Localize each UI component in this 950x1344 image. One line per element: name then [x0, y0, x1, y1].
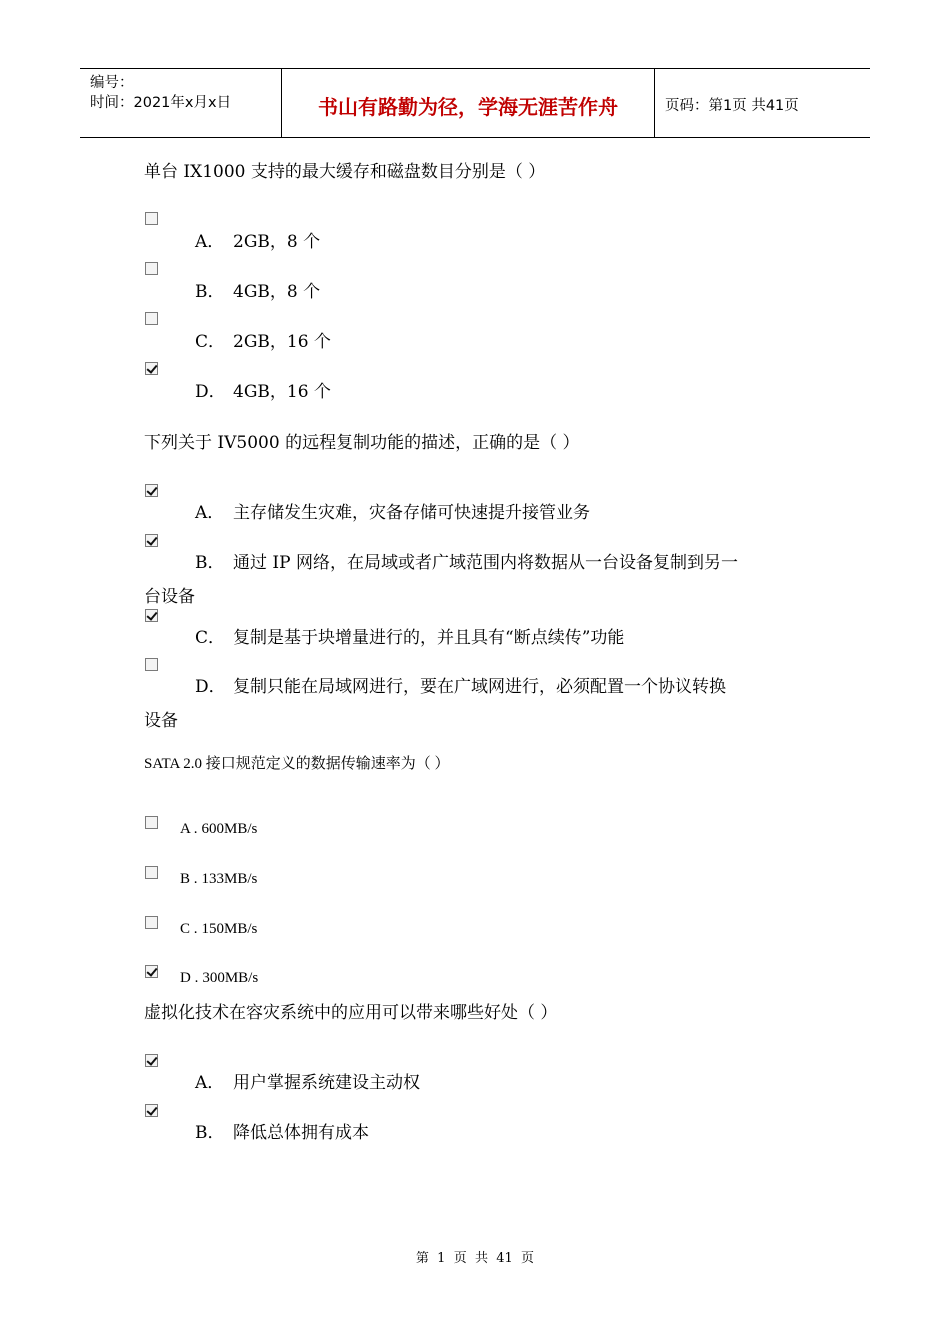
- question-1-option-b: [195, 277, 320, 302]
- question-1-option-c-checkbox[interactable]: [145, 312, 158, 325]
- option-letter: C．: [195, 332, 226, 352]
- question-2-option-b-continuation: 台设备: [144, 587, 195, 607]
- option-text: 2GB，8 个: [233, 232, 321, 252]
- question-4-text: 虚拟化技术在容灾系统中的应用可以带来哪些好处（ ）: [144, 1003, 558, 1023]
- option-letter: D .: [180, 970, 199, 986]
- option-text: 主存储发生灾难，灾备存储可快速提升接管业务: [233, 503, 590, 523]
- question-1-option-d: [195, 377, 331, 402]
- question-3-option-a: [180, 821, 257, 838]
- option-text: 2GB，16 个: [233, 332, 331, 352]
- option-letter: A．: [195, 503, 225, 523]
- doc-number-label: 编号：: [90, 75, 134, 91]
- header-motto-cell: [282, 69, 655, 137]
- page-header: [80, 68, 870, 138]
- header-motto: 书山有路勤为径，学海无涯苦作舟: [318, 95, 618, 119]
- question-2-option-b-checkbox[interactable]: [145, 534, 158, 547]
- option-text: 复制只能在局域网进行，要在广域网进行，必须配置一个协议转换: [233, 677, 726, 697]
- option-letter: A．: [195, 232, 225, 252]
- question-2-option-b: [195, 548, 738, 573]
- option-letter: C．: [195, 628, 226, 648]
- option-text: 300MB/s: [202, 970, 259, 986]
- question-1-option-a-checkbox[interactable]: [145, 212, 158, 225]
- option-text: 复制是基于块增量进行的，并且具有“断点续传”功能: [233, 628, 625, 648]
- option-text: 4GB，8 个: [233, 282, 321, 302]
- option-text: 用户掌握系统建设主动权: [233, 1073, 420, 1093]
- question-3-option-b-checkbox[interactable]: [145, 866, 158, 879]
- question-4-option-b-checkbox[interactable]: [145, 1104, 158, 1117]
- option-letter: A．: [195, 1073, 225, 1093]
- option-letter: B .: [180, 871, 198, 887]
- option-letter: D．: [195, 382, 226, 402]
- option-text: 4GB，16 个: [233, 382, 331, 402]
- option-letter: D．: [195, 677, 226, 697]
- question-4-option-b: [195, 1118, 369, 1143]
- question-2-option-c-checkbox[interactable]: [145, 609, 158, 622]
- header-meta-cell: [80, 69, 282, 137]
- option-letter: B．: [195, 282, 225, 302]
- option-text: 150MB/s: [201, 921, 258, 937]
- question-1-option-c: [195, 327, 331, 352]
- option-letter: C .: [180, 921, 198, 937]
- question-3-option-c-checkbox[interactable]: [145, 916, 158, 929]
- question-2-option-d-checkbox[interactable]: [145, 658, 158, 671]
- option-letter: B．: [195, 1123, 225, 1143]
- option-text: 通过 IP 网络，在局域或者广域范围内将数据从一台设备复制到另一: [233, 553, 738, 573]
- option-text: 133MB/s: [201, 871, 258, 887]
- question-4-option-a: [195, 1068, 420, 1093]
- option-text: 600MB/s: [201, 821, 258, 837]
- question-1-text: 单台 IX1000 支持的最大缓存和磁盘数目分别是（ ）: [144, 162, 546, 182]
- question-3-option-b: [180, 871, 257, 888]
- option-letter: B．: [195, 553, 225, 573]
- question-3-option-d-checkbox[interactable]: [145, 965, 158, 978]
- question-3-option-d: [180, 970, 258, 987]
- question-2-option-a: [195, 498, 590, 523]
- page-footer: 第 1 页 共 41 页: [415, 1251, 535, 1266]
- question-4-option-a-checkbox[interactable]: [145, 1054, 158, 1067]
- option-letter: A .: [180, 821, 198, 837]
- question-2-text: 下列关于 IV5000 的远程复制功能的描述，正确的是（ ）: [144, 433, 580, 453]
- question-2-option-d-continuation: 设备: [144, 711, 178, 731]
- question-2-option-a-checkbox[interactable]: [145, 484, 158, 497]
- doc-time-label: 时间：2021年x月x日: [90, 95, 232, 111]
- question-3-option-c: [180, 921, 257, 938]
- question-1-option-a: [195, 227, 320, 252]
- header-page-info: 页码：第1页 共41页: [665, 98, 799, 114]
- question-2-option-c: [195, 623, 624, 648]
- question-3-text: SATA 2.0 接口规范定义的数据传输速率为（ ）: [144, 756, 450, 772]
- question-3-option-a-checkbox[interactable]: [145, 816, 158, 829]
- question-2-option-d: [195, 672, 726, 697]
- question-1-option-d-checkbox[interactable]: [145, 362, 158, 375]
- option-text: 降低总体拥有成本: [233, 1123, 369, 1143]
- header-page-cell: [655, 69, 870, 137]
- question-1-option-b-checkbox[interactable]: [145, 262, 158, 275]
